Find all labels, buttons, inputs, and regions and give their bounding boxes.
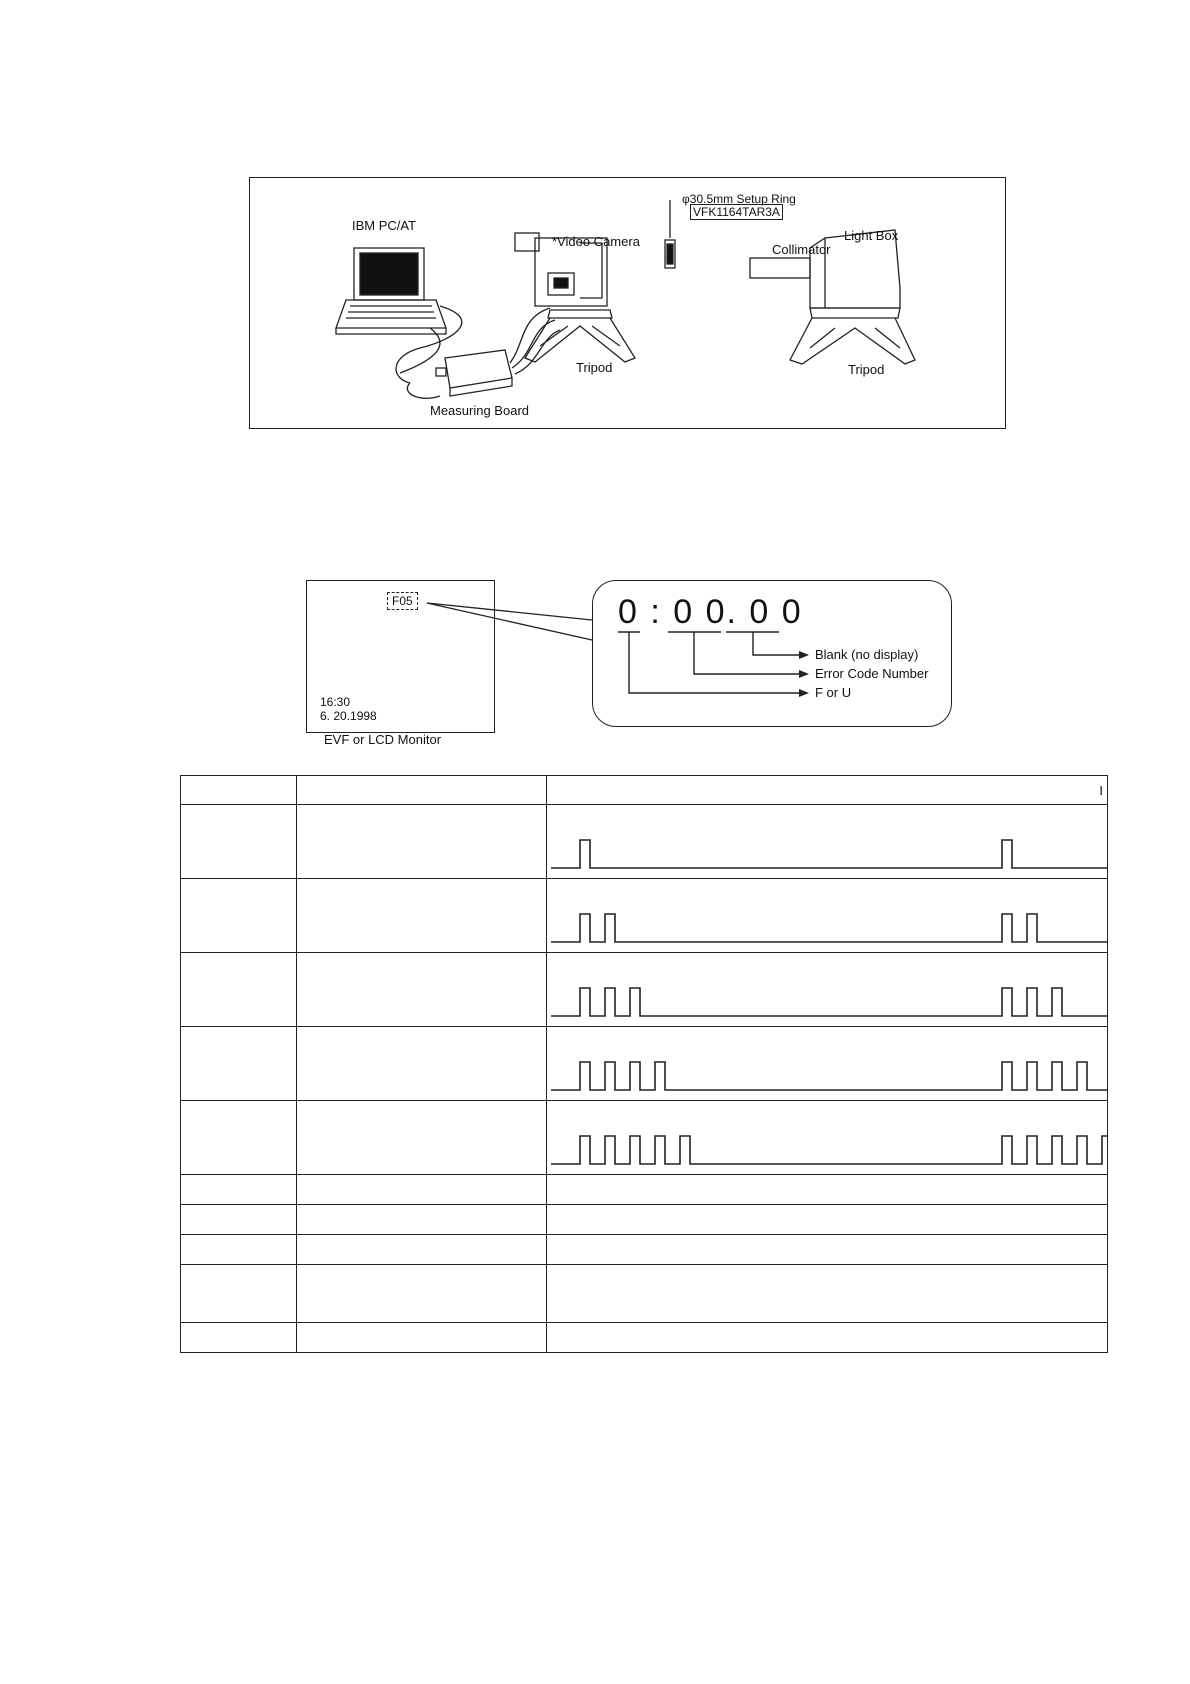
setup-ring-part-number: VFK1164TAR3A: [690, 204, 783, 220]
table-row: [181, 1175, 1108, 1205]
pulse-train-line: [551, 1062, 1107, 1090]
error-code-display: F05: [387, 592, 418, 610]
tripod-label-left: Tripod: [576, 360, 613, 375]
table-cell: [547, 776, 1108, 805]
table-cell: [181, 953, 297, 1027]
table-cell: [547, 1323, 1108, 1353]
table-row: [181, 1265, 1108, 1323]
table-cell: [547, 1175, 1108, 1205]
table-row: [181, 1101, 1108, 1175]
tripod-label-right: Tripod: [848, 362, 885, 377]
error-code-number-label: Error Code Number: [815, 666, 929, 681]
table-cell: [181, 1205, 297, 1235]
pulse-waveform: [547, 1101, 1107, 1174]
f-or-u-label: F or U: [815, 685, 852, 700]
pulse-waveform-cell: [547, 879, 1108, 953]
pulse-train-line: [551, 1136, 1107, 1164]
table-cell: [297, 1323, 547, 1353]
table-row: [181, 1205, 1108, 1235]
pulse-waveform: [547, 1027, 1107, 1100]
table-cell: [181, 1235, 297, 1265]
pc-label: IBM PC/AT: [352, 218, 417, 233]
table-cell: [547, 1235, 1108, 1265]
tripod-icon: [525, 310, 635, 362]
monitor-date: 6. 20.1998: [320, 709, 377, 723]
table-cell: [297, 1101, 547, 1175]
code-digits: 0 : 0 0. 0 0: [618, 593, 803, 631]
pulse-waveform-cell: [547, 1027, 1108, 1101]
light-box-label: Light Box: [844, 228, 899, 243]
table-cell: [181, 879, 297, 953]
table-cell: [181, 776, 297, 805]
table-cell: [547, 1205, 1108, 1235]
tripod-icon: [790, 318, 915, 364]
table-cell: [297, 953, 547, 1027]
header-mark: I: [1099, 782, 1103, 798]
measuring-board-icon: [436, 350, 512, 396]
collimator-label: Collimator: [772, 242, 831, 257]
table-cell: [297, 1265, 547, 1323]
pulse-train-line: [551, 840, 1107, 868]
table-row: [181, 879, 1108, 953]
pulse-train-line: [551, 988, 1107, 1016]
measuring-board-label: Measuring Board: [430, 403, 529, 418]
table-cell: [181, 1027, 297, 1101]
table-cell: [181, 1323, 297, 1353]
blank-label: Blank (no display): [815, 647, 919, 662]
pulse-waveform-cell: [547, 805, 1108, 879]
error-code-callout: [592, 580, 952, 727]
table-cell: [181, 1101, 297, 1175]
table-row: [181, 953, 1108, 1027]
laptop-icon: [336, 248, 446, 334]
pulse-waveform-cell: [547, 953, 1108, 1027]
pulse-waveform: [547, 879, 1107, 952]
pulse-waveform: [547, 805, 1107, 878]
setup-diagram: [249, 177, 1006, 429]
table-row: [181, 1323, 1108, 1353]
table-cell: [297, 1205, 547, 1235]
error-code-table: [180, 775, 1108, 1353]
table-cell: [181, 1265, 297, 1323]
table-cell: [297, 805, 547, 879]
table-cell: [181, 805, 297, 879]
setup-ring-label: φ30.5mm Setup Ring: [682, 192, 796, 206]
table-cell: [297, 879, 547, 953]
monitor-time: 16:30: [320, 695, 351, 709]
monitor-screen: [306, 580, 495, 733]
setup-drawing: [250, 178, 1007, 430]
monitor-caption: EVF or LCD Monitor: [324, 732, 442, 747]
table-header-row: [181, 776, 1108, 805]
pulse-waveform: [547, 953, 1107, 1026]
pulse-train-line: [551, 914, 1107, 942]
table-cell: [297, 1175, 547, 1205]
table-cell: [297, 776, 547, 805]
table-cell: [297, 1235, 547, 1265]
table-row: [181, 1027, 1108, 1101]
table-row: [181, 1235, 1108, 1265]
setup-ring-icon: [665, 200, 675, 268]
table-cell: [297, 1027, 547, 1101]
camera-label: *Video Camera: [552, 234, 640, 249]
table-cell: [181, 1175, 297, 1205]
pulse-waveform-cell: [547, 1101, 1108, 1175]
table-cell: [547, 1265, 1108, 1323]
table-row: [181, 805, 1108, 879]
monitor-timestamp: [320, 695, 377, 723]
